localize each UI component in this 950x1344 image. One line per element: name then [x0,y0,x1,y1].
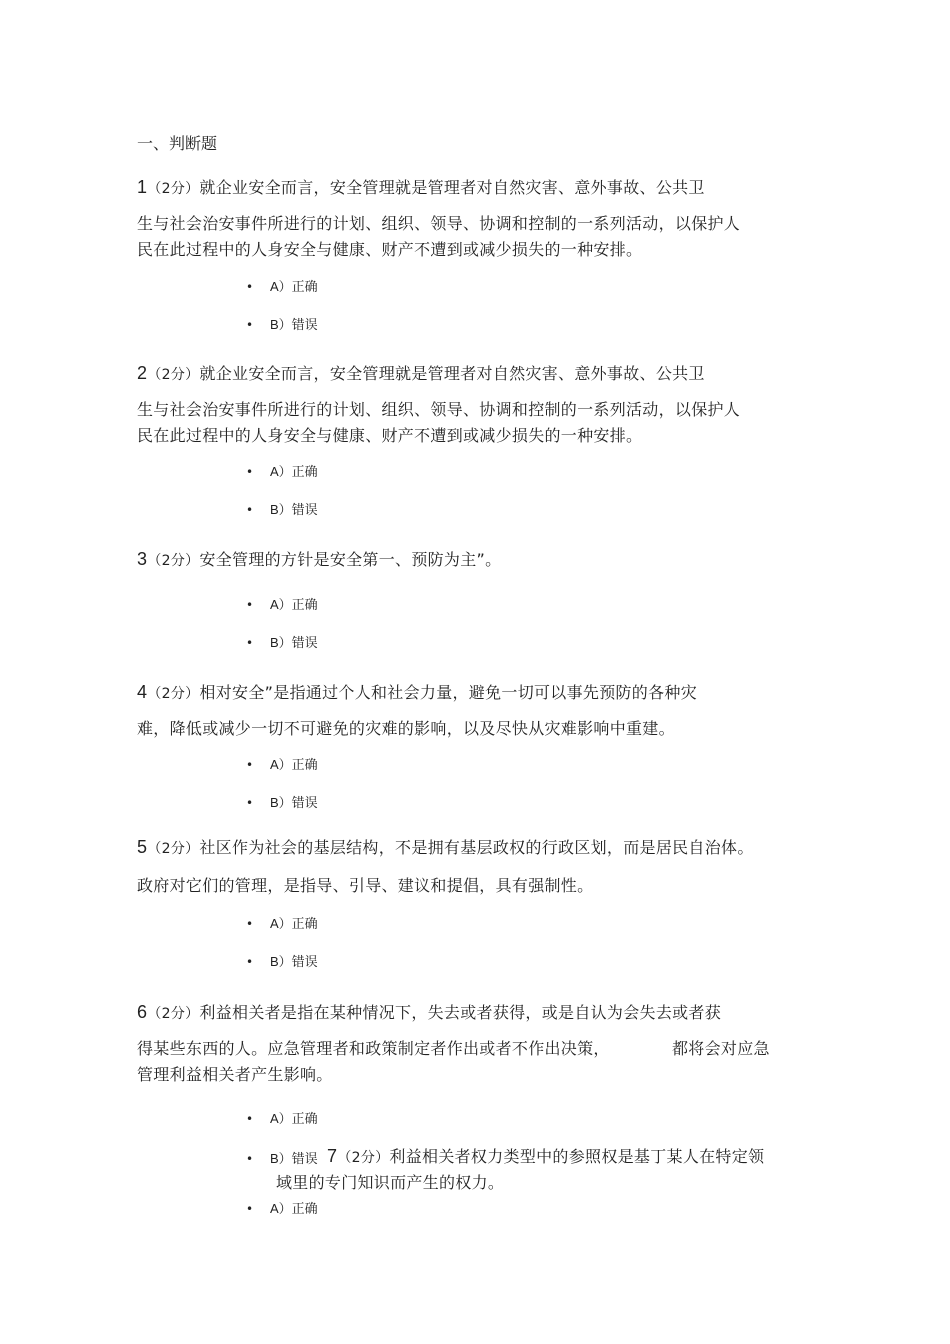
question-text: 就企业安全而言，安全管理就是管理者对自然灾害、意外事故、公共卫 [199,178,705,197]
option-text: ）错误 [278,955,318,970]
option-text: ）错误 [278,636,318,651]
question-points: （2分） [147,553,200,569]
question-text: 都将会对应急 [672,1039,770,1058]
option-text: ）错误 [278,1152,318,1167]
bullet: • [246,503,254,517]
option-letter: B [270,317,279,332]
bullet: • [246,318,254,332]
question-text: 利益相关者权力类型中的参照权是基丁某人在特定领 [389,1147,765,1166]
option-text: ）正确 [278,758,318,773]
bullet: • [246,758,254,772]
bullet: • [246,917,254,931]
question-number: 2 [137,363,148,383]
option-text: ）正确 [278,1112,318,1127]
question-points: （2分） [147,841,200,857]
section-title: 一、判断题 [137,134,218,153]
bullet: • [246,280,254,294]
question-text: 难，降低或减少一切不可避免的灾难的影响，以及尽快从灾难影响中重建。 [137,719,675,738]
bullet: • [246,636,254,650]
option-a[interactable] [246,1198,318,1217]
option-letter: A [270,1201,279,1216]
question-text: 管理利益相关者产生影响。 [137,1065,333,1084]
option-text: ）正确 [278,598,318,613]
option-text: ）正确 [278,917,318,932]
option-text: ）错误 [278,796,318,811]
question-number: 6 [137,1002,148,1022]
option-letter: A [270,1111,279,1126]
question-1-header [137,175,705,198]
question-number: 3 [137,549,148,569]
question-text: 民在此过程中的人身安全与健康、财产不遭到或减少损失的一种安排。 [137,426,643,445]
option-text: ）正确 [278,1202,318,1217]
bullet: • [246,796,254,810]
question-number: 7 [327,1146,338,1166]
option-letter: A [270,464,279,479]
question-text: 就企业安全而言，安全管理就是管理者对自然灾害、意外事故、公共卫 [199,364,705,383]
option-b[interactable] [246,951,318,970]
option-a[interactable] [246,754,318,773]
question-text: 安全管理的方针是安全第一、预防为主”。 [199,550,502,569]
option-a[interactable] [246,1108,318,1127]
question-text: 相对安全”是指通过个人和社会力量，避免一切可以事先预防的各种灾 [199,683,698,702]
question-text: 得某些东西的人。应急管理者和政策制定者作出或者不作出决策， [137,1039,610,1058]
option-a[interactable] [246,461,318,480]
option-b[interactable] [246,314,318,333]
option-b[interactable] [246,632,318,651]
option-letter: A [270,597,279,612]
option-a[interactable] [246,913,318,932]
bullet: • [246,1152,254,1166]
question-2-header [137,361,705,384]
question-points: （2分） [337,1150,390,1166]
option-text: ）正确 [278,465,318,480]
bullet: • [246,1202,254,1216]
option-a[interactable] [246,594,318,613]
question-text: 社区作为社会的基层结构，不是拥有基层政权的行政区划，而是居民自治体。 [199,838,754,857]
option-letter: A [270,916,279,931]
question-3-header [137,547,501,570]
question-points: （2分） [147,181,200,197]
bullet: • [246,465,254,479]
bullet: • [246,598,254,612]
option-b[interactable] [246,499,318,518]
question-text: 政府对它们的管理，是指导、引导、建议和提倡，具有强制性。 [137,876,594,895]
option-a[interactable] [246,276,318,295]
option-text: ）错误 [278,503,318,518]
question-5-header [137,835,754,858]
question-4-header [137,680,697,703]
question-text: 生与社会治安事件所进行的计划、组织、领导、协调和控制的一系列活动，以保护人 [137,400,741,419]
question-text: 利益相关者是指在某种情况下，失去或者获得，或是自认为会失去或者获 [199,1003,722,1022]
option-letter: A [270,279,279,294]
option-letter: A [270,757,279,772]
question-points: （2分） [147,367,200,383]
option-b[interactable] [246,1148,318,1167]
option-letter: B [270,1151,279,1166]
question-6-header [137,1000,721,1023]
bullet: • [246,955,254,969]
question-number: 5 [137,837,148,857]
question-points: （2分） [147,686,200,702]
question-text: 生与社会治安事件所进行的计划、组织、领导、协调和控制的一系列活动，以保护人 [137,214,741,233]
option-text: ）正确 [278,280,318,295]
option-letter: B [270,635,279,650]
option-letter: B [270,502,279,517]
question-number: 4 [137,682,148,702]
option-letter: B [270,954,279,969]
question-7-header [327,1144,764,1167]
option-letter: B [270,795,279,810]
question-points: （2分） [147,1006,200,1022]
option-text: ）错误 [278,318,318,333]
question-text: 域里的专门知识而产生的权力。 [276,1173,505,1192]
question-text: 民在此过程中的人身安全与健康、财产不遭到或减少损失的一种安排。 [137,240,643,259]
question-number: 1 [137,177,148,197]
bullet: • [246,1112,254,1126]
option-b[interactable] [246,792,318,811]
